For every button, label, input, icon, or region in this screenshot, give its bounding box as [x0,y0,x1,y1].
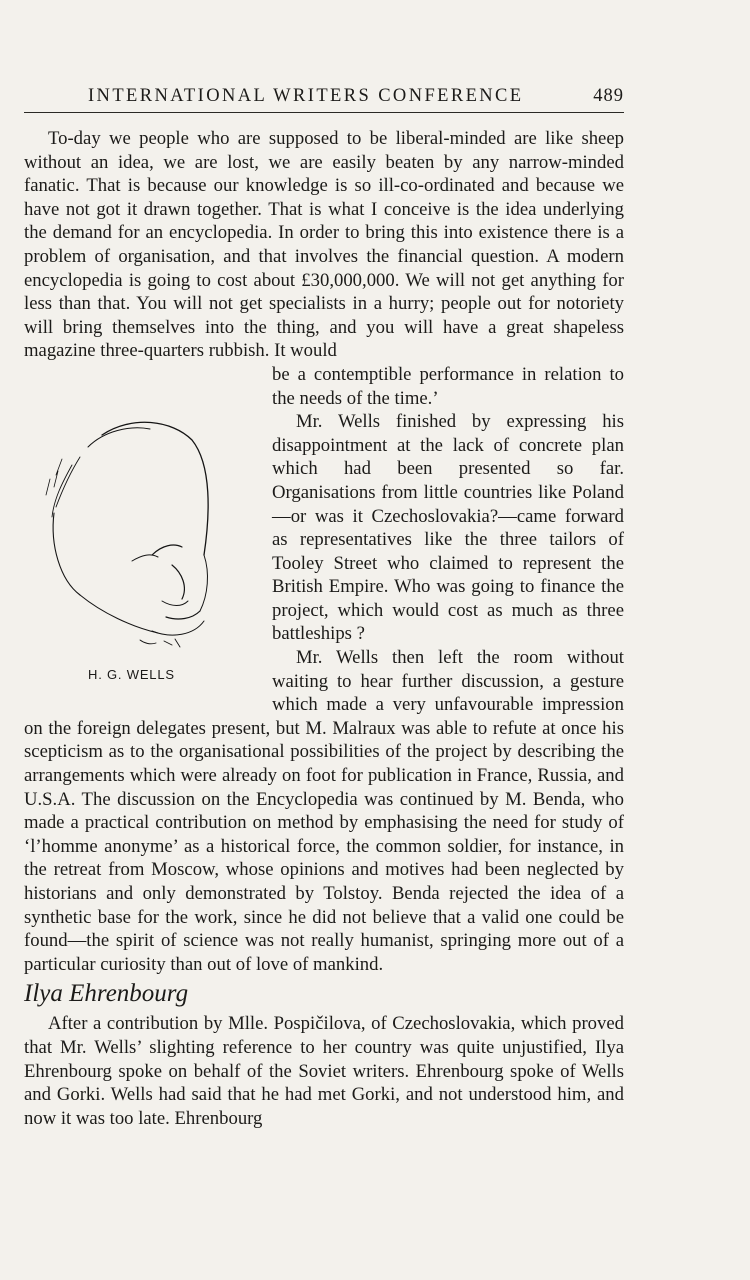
body-text [24,127,624,1130]
portrait-figure [24,363,272,697]
running-head [24,84,624,113]
paragraph-2: Mr. Wells finished by expressing his disappointment at the lack of concrete plan which had been presented so far. Organisations from little countries like Poland—or was it Czechoslovakia?—came forward as representatives like the three tailors of Tooley Street who claimed to represent the British Empire. Who was going to finance the project, which would cost as much as three battleships ? [272,411,624,645]
paragraph-1: To-day we people who are supposed to be liberal-minded are like sheep without an idea, we are lost, we are easily beaten by any narrow-minded fanatic. That is because our knowledge is so ill-co-ordinated and because we have not got it drawn together. That is what I conceive is the idea underlying the demand for an encyclopedia. In order to bring this into existence there is a problem of organisation, and that involves the financial question. A modern encyclopedia is going to cost about £30,000,000. We will not get anything for less than that. You will not get specialists in a hurry; people out for notoriety will bring themselves into the thing, and you will have a great shapeless magazine three-quarters rubbish. It would [24,128,624,362]
page-number: 489 [593,86,624,106]
hg-wells-sketch [32,395,232,657]
figure-caption: H. G. WELLS [88,666,175,682]
section-heading: Ilya Ehrenbourg [24,980,189,1008]
paragraph-1-continued: be a contemptible performance in relation to the needs of the time.’ [272,363,624,409]
paragraph-3: Mr. Wells then left the room without waiting to hear further discussion, a gesture which made a very unfavourable impression on the foreign delegates present, but M. Malraux was able to refute at once his scepticism as to the organisational possibilities of the project by describing the arrangements which were already on foot for publication in France, Russia, and U.S.A. The discussion on the Encyclopedia was continued by M. Benda, who made a practical contribution on method by emphasising the need for study of ‘l’homme anonyme’ as a historical force, the common soldier, for instance, in the retreat from Moscow, whose opinions and motives had been neglected by historians and only demonstrated by Tolstoy. Benda rejected the idea of a synthetic base for the work, since he did not believe that a valid one could be found—the spirit of science was not really humanist, springing more out of a particular curiosity than out of love of mankind. [24,647,624,975]
running-title: INTERNATIONAL WRITERS CONFERENCE [88,86,524,106]
paragraph-4: After a contribution by Mlle. Pospičilova, of Czechoslovakia, which proved that Mr. Wells’ slighting reference to her country was quite unjustified, Ilya Ehrenbourg spoke on behalf of the Soviet writers. Ehrenbourg spoke of Wells and Gorki. Wells had said that he had met Gorki, and not understood him, and now it was too late. Ehrenbourg [24,1013,624,1129]
